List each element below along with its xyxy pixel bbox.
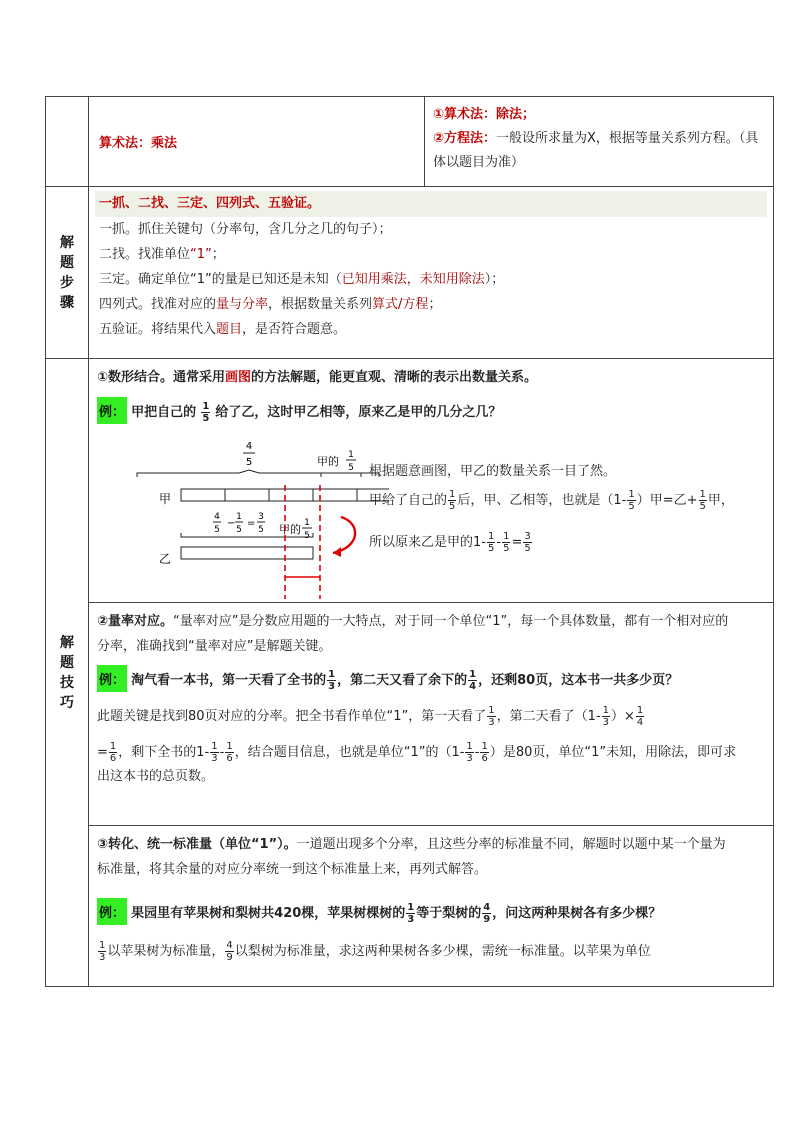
t3-explain: $\frac{1}{3}$ 以苹果树为标准量， $\frac{4}{9}$ 以梨树为标准量，求这两种果树各多少棵，需统一标准量。以苹果为单位 bbox=[99, 940, 651, 963]
technique-3 bbox=[89, 826, 773, 986]
svg-text:甲的: 甲的 bbox=[317, 455, 339, 468]
step-2: 二找。找准单位“1”； bbox=[99, 247, 225, 262]
t1-explain-3: 所以原来乙是甲的1- $\frac{1}{5}$ - $\frac{1}{5}$ = $\frac{3}{5}$ bbox=[369, 531, 531, 554]
technique-2 bbox=[89, 603, 773, 826]
svg-text:乙: 乙 bbox=[159, 552, 172, 566]
steps-row bbox=[46, 187, 774, 359]
svg-text:1: 1 bbox=[348, 450, 354, 460]
step-5: 五验证。将结果代入题目，是否符合题意。 bbox=[99, 322, 347, 337]
empty-label-cell bbox=[46, 97, 89, 187]
example-badge: 例： bbox=[97, 665, 127, 692]
t1-title: ①数形结合。通常采用画图的方法解题，能更直观、清晰的表示出数量关系。 bbox=[97, 370, 538, 385]
steps-label: 解 题 步 骤 bbox=[46, 187, 89, 359]
svg-text:4: 4 bbox=[245, 441, 253, 452]
svg-text:5: 5 bbox=[236, 525, 242, 535]
division-cell bbox=[425, 97, 774, 187]
svg-text:3: 3 bbox=[258, 512, 264, 522]
step-3: 三定。确定单位“1”的量是已知还是未知（已知用乘法，未知用除法）； bbox=[99, 272, 505, 287]
techniques-row bbox=[46, 359, 774, 987]
equation-text: 一般设所求量为X，根据等量关系列方程。（具体以题目为准） bbox=[433, 131, 759, 170]
svg-text:5: 5 bbox=[214, 525, 220, 535]
page bbox=[45, 96, 759, 987]
steps-headline: 一抓、二找、三定、四列式、五验证。 bbox=[99, 196, 321, 211]
example-badge: 例： bbox=[97, 397, 127, 424]
t2-example: 例： 淘气看一本书，第一天看了全书的 $\frac{1}{3}$ ，第二天又看了余下的 $\frac{1}{4}$ ，还剩80页，这本书一共多少页？ bbox=[97, 665, 678, 692]
t1-example: 例： 甲把自己的 $\frac{1}{5}$ 给了乙，这时甲乙相等，原来乙是甲的几分之几？ bbox=[97, 397, 501, 424]
t1-diagram bbox=[89, 437, 389, 602]
t2-explain-1: 此题关键是找到80页对应的分率。把全书看作单位“1”，第一天看了 $\frac{1}{3}$ ，第二天看了（1- $\frac{1}{3}$ ）× $\frac{1}{4}$ bbox=[97, 705, 644, 728]
svg-text:1: 1 bbox=[236, 512, 242, 522]
method-row bbox=[46, 97, 774, 187]
svg-text:甲: 甲 bbox=[159, 492, 172, 506]
t3-example: 例： 果园里有苹果树和梨树共420棵，苹果树棵树的 $\frac{1}{3}$ 等于梨树的 $\frac{4}{9}$ ，问这两种果树各有多少棵？ bbox=[97, 898, 661, 925]
t3-title: ③转化、统一标准量（单位“1”）。一道题出现多个分率，且这些分率的标准量不同，解题时以题中某一个量为标准量，将其余量的对应分率统一到这个标准量上来，再列式解答。 bbox=[97, 837, 726, 877]
svg-text:4: 4 bbox=[214, 512, 220, 522]
multiplication-cell bbox=[89, 97, 425, 187]
t1-explain-2: 甲给了自己的 $\frac{1}{5}$ 后，甲、乙相等，也就是（1- $\frac{1}{5}$ ）甲=乙+ $\frac{1}{5}$ 甲， bbox=[369, 489, 734, 512]
technique-1 bbox=[89, 359, 773, 603]
techniques-label: 解 题 技 巧 bbox=[46, 359, 89, 987]
t2-explain-2: = $\frac{1}{6}$ ，剩下全书的1- $\frac{1}{3}$ - $\frac{1}{6}$ ，结合题目信息，也就是单位“1”的（1- $\frac{1}{3}$ - $\frac{1}{6}$ ）是80页，单位“1”未知，用除法，即可求出这本书的总页数。 bbox=[97, 741, 737, 784]
content-table bbox=[45, 96, 774, 987]
steps-content bbox=[89, 187, 774, 359]
equation-prefix: ②方程法： bbox=[433, 131, 497, 146]
step-4: 四列式。找准对应的量与分率，根据数量关系列算式/方程； bbox=[99, 297, 442, 312]
arithmetic-multiply-label: 算术法：乘法 bbox=[99, 136, 178, 151]
example-badge: 例： bbox=[97, 898, 127, 925]
svg-text:−: − bbox=[227, 518, 236, 529]
step-1: 一抓。抓住关键句（分率句，含几分之几的句子）； bbox=[99, 222, 392, 237]
svg-text:5: 5 bbox=[304, 531, 310, 541]
svg-text:=: = bbox=[247, 518, 256, 529]
t2-title: ②量率对应。“量率对应”是分数应用题的一大特点，对于同一个单位“1”，每一个具体数量，都有一个相对应的分率，准确找到“量率对应”是解题关键。 bbox=[97, 614, 729, 654]
svg-text:1: 1 bbox=[304, 518, 310, 528]
arith-division: 除法； bbox=[496, 107, 536, 122]
techniques-content bbox=[89, 359, 774, 987]
t1-explain-1: 根据题意画图，甲乙的数量关系一目了然。 bbox=[369, 464, 617, 479]
svg-text:5: 5 bbox=[258, 525, 264, 535]
svg-text:甲的: 甲的 bbox=[279, 523, 301, 536]
svg-text:5: 5 bbox=[348, 463, 354, 473]
arith-prefix: ①算术法： bbox=[433, 107, 497, 122]
svg-text:5: 5 bbox=[245, 457, 253, 468]
